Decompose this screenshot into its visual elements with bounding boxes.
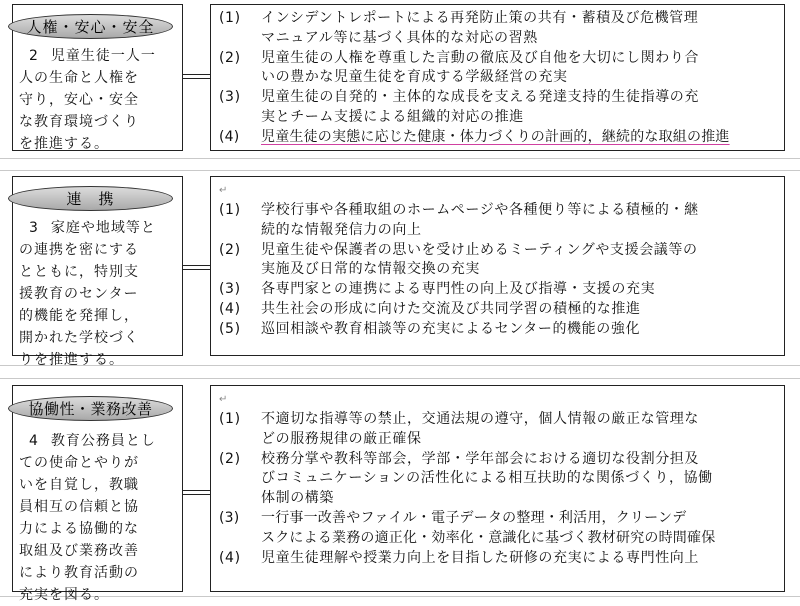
connector-line-3: [183, 490, 210, 495]
measure-item: (3) 児童生徒の自発的・主体的な成長を支える発達支持的生徒指導の充 実とチーム支援による組織的対応の推進: [219, 89, 699, 125]
paragraph-mark: ↵: [219, 185, 228, 196]
ruled-line: [0, 378, 800, 379]
measures-box-1: [210, 4, 785, 151]
ruled-line: [0, 158, 800, 159]
measure-item: (5) 巡回相談や教育相談等の充実によるセンター的機能の強化: [219, 320, 641, 337]
goal-number: 2: [29, 48, 39, 64]
measure-item: (3) 各専門家との連携による専門性の向上及び指導・支援の充実: [219, 281, 656, 298]
goal-text-3: 4 教育公務員とし ての使命とやりが いを自覚し，教職 員相互の信頼と協 力による協働的な 取組及び業務改善 により教育活動の 充実を図る。: [19, 433, 156, 603]
section-heading-2: 連 携: [8, 186, 173, 211]
measure-item: (1) 不適切な指導等の禁止，交通法規の遵守，個人情報の厳正な管理な どの服務規律の厳正確保: [219, 411, 699, 447]
paragraph-mark: ↵: [219, 394, 228, 405]
measure-item: (2) 児童生徒の人権を尊重した言動の徹底及び自他を大切にし関わり合 いの豊かな児童生徒を育成する学級経営の充実: [219, 49, 699, 86]
connector-line-2: [183, 265, 210, 270]
ruled-line: [0, 170, 800, 171]
measure-item: (3) 一行事一改善やファイル・電子データの整理・利活用，クリーンデ スクによる業務の適正化・効率化・意識化に基づく教材研究の時間確保: [219, 509, 716, 546]
connector-line-1: [183, 74, 210, 79]
goal-text-1: 2 児童生徒一人一 人の生命と人権を 守り，安心・安全 な教育環境づくり を推進する。: [19, 48, 156, 152]
measure-item: (2) 児童生徒や保護者の思いを受け止めるミーティングや支援会議等の 実施及び日常的な情報交換の充実: [219, 241, 698, 278]
measure-item: (1) インシデントレポートによる再発防止策の共有・蓄積及び危機管理 マニュアル等に基づく具体的な対応の習熟: [219, 10, 699, 46]
measure-item: (1) 学校行事や各種取組のホームページや各種便り等による積極的・継 続的な情報発信力の向上: [219, 202, 699, 238]
measure-item: (2) 校務分掌や教科等部会，学部・学年部会における適切な役割分担及 びコミュニケーションの活性化による相互扶助的な関係づくり，協働 体制の構築: [219, 450, 713, 507]
measure-item: (4) 共生社会の形成に向けた交流及び共同学習の積極的な推進: [219, 300, 641, 317]
measure-item: (4) 児童生徒理解や授業力向上を目指した研修の充実による専門性向上: [219, 549, 699, 566]
section-heading-1: 人権・安心・安全: [8, 14, 173, 39]
goal-number: 3: [29, 220, 39, 236]
section-heading-3: 協働性・業務改善: [8, 396, 173, 421]
measure-item: (4) 児童生徒の実態に応じた健康・体力づくりの計画的，継続的な取組の推進: [219, 128, 730, 145]
goal-number: 4: [29, 433, 39, 449]
goal-text-2: 3 家庭や地域等と の連携を密にする とともに，特別支 援教育のセンター 的機能を発揮し， 開かれた学校づく りを推進する。: [19, 220, 156, 368]
measures-box-3: [210, 385, 785, 592]
measures-box-2: [210, 176, 785, 356]
